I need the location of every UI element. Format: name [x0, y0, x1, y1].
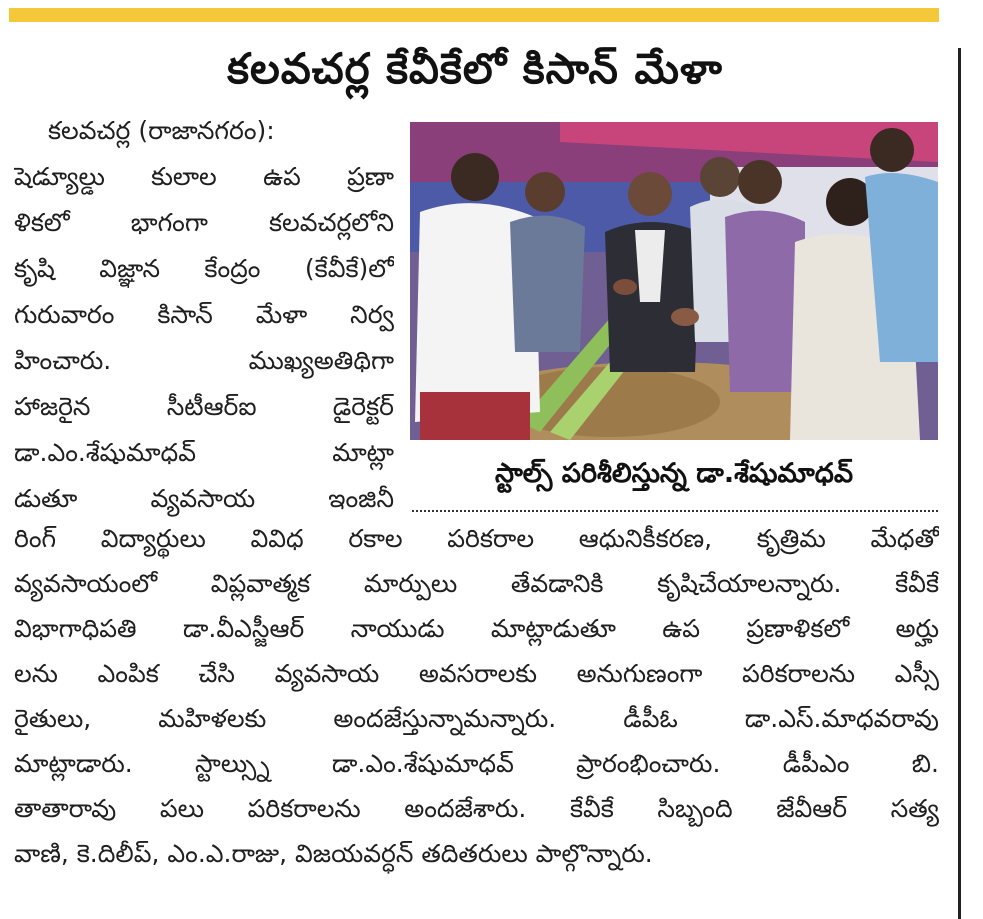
dateline: కలవచర్ల (రాజానగరం):: [48, 116, 275, 145]
text-line: ళికలో భాగంగా కలవచర్లలోని: [14, 208, 394, 237]
column-divider: [958, 48, 961, 919]
photo-caption: స్టాల్స్ పరిశీలిస్తున్న డా.శేషుమాధవ్: [494, 458, 854, 489]
text-line: గురువారం కిసాన్ మేళా నిర్వ: [14, 300, 394, 329]
text-line: మాట్లాడారు. స్టాల్స్ను డా.ఎం.శేషుమాధవ్ ప్రారంభించారు. డీపీఎం బి.: [14, 749, 939, 778]
text-line: వ్యవసాయంలో విప్లవాత్మక మార్పులు తేవడానికి కృషిచేయాలన్నారు. కేవీకే: [14, 569, 939, 598]
text-line: కృషి విజ్ఞాన కేంద్రం (కేవీకే)లో: [14, 254, 394, 283]
top-accent-bar: [9, 8, 939, 22]
text-line: రింగ్ విద్యార్థులు వివిధ రకాల పరికరాల ఆధునికీకరణ, కృత్రిమ మేధతో: [14, 524, 939, 553]
article-column-text: [14, 108, 394, 522]
article-body-text: [14, 516, 939, 876]
photo-illustration: [410, 122, 938, 440]
text-line: లను ఎంపిక చేసి వ్యవసాయ అవసరాలకు అనుగుణంగా పరికరాలను ఎస్సీ: [14, 659, 939, 688]
text-line: విభాగాధిపతి డా.వీఎస్జీఆర్ నాయుడు మాట్లాడుతూ ఉప ప్రణాళికలో అర్హు: [14, 614, 939, 643]
text-line: డుతూ వ్యవసాయ ఇంజినీ: [14, 484, 394, 513]
text-line: డా.ఎం.శేషుమాధవ్ మాట్లా: [14, 438, 394, 467]
headline: కలవచర్ల కేవీకేలో కిసాన్ మేళా: [227, 44, 723, 93]
text-line: షెడ్యూల్డు కులాల ఉప ప్రణా: [14, 162, 394, 191]
text-line: హాజరైన సీటీఆర్ఐ డైరెక్టర్: [14, 392, 394, 421]
text-line: తాతారావు పలు పరికరాలను అందజేశారు. కేవీకే సిబ్బంది జేవీఆర్ సత్య: [14, 794, 939, 823]
text-line: వాణి, కె.దిలీప్, ఎం.ఎ.రాజు, విజయవర్ధన్ తదితరులు పాల్గొన్నారు.: [14, 839, 653, 868]
text-line: హించారు. ముఖ్యఅతిథిగా: [14, 346, 394, 375]
caption-divider: [412, 510, 938, 512]
text-line: రైతులు, మహిళలకు అందజేస్తున్నామన్నారు. డీపీఓ డా.ఎస్.మాధవరావు: [14, 704, 939, 733]
news-photo: [410, 122, 938, 440]
